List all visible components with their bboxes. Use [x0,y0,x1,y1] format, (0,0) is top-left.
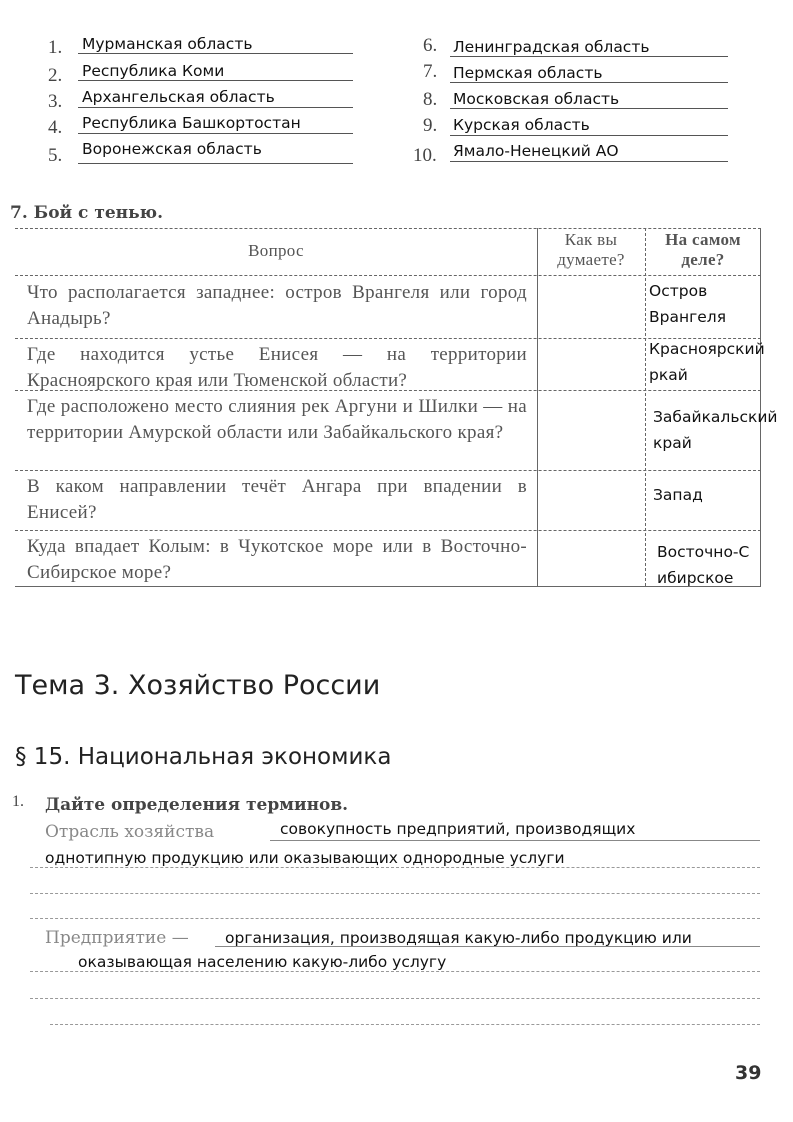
region-answer: Ленинградская область [453,38,650,56]
section-title: § 15. Национальная экономика [15,744,392,770]
item-number: 1. [48,37,63,58]
item-number: 5. [48,145,63,166]
table-answer[interactable]: Забайкальский край [653,408,778,452]
definition-answer[interactable]: однотипную продукцию или оказывающих однородные услуги [45,849,565,867]
table-answer[interactable]: Запад [653,486,703,504]
page-number: 39 [735,1062,762,1084]
region-answer: Мурманская область [82,35,253,53]
table-question: Где расположено место слияния рек Аргуни и Шилки — на территории Амурской области или Забайкальского края? [27,396,527,443]
region-answer: Курская область [453,116,590,134]
header-question: Вопрос [248,241,304,260]
region-answer: Архангельская область [82,88,275,106]
item-number: 8. [423,89,438,110]
task-number: 1. [12,793,24,810]
table-answer[interactable]: Восточно-Сибирское [657,543,750,587]
region-answer: Ямало-Ненецкий АО [453,142,619,160]
definition-answer[interactable]: организация, производящая какую-либо продукцию или [225,929,692,947]
item-number: 2. [48,65,63,86]
shadow-table [15,228,778,587]
term-label: Отрасль хозяйства [45,822,215,842]
header-think: Как вы думаете? [557,230,625,269]
item-number: 4. [48,117,63,138]
table-question: Где находится устье Енисея — на территории Красноярского края или Тюменской области? [27,344,527,391]
table-answer[interactable]: Красноярский ркай [649,340,765,384]
item-number: 9. [423,115,438,136]
item-number: 7. [423,61,438,82]
table-answer[interactable]: Остров Врангеля [649,282,727,326]
definition-answer[interactable]: оказывающая населению какую-либо услугу [78,953,447,971]
region-answer: Республика Коми [82,62,225,80]
task-title: 7. Бой с тенью. [10,203,164,223]
definition-answer[interactable]: совокупность предприятий, производящих [280,820,636,838]
header-actual: На самом деле? [665,230,741,269]
item-number: 6. [423,35,438,56]
region-list [0,35,793,185]
region-answer: Московская область [453,90,620,108]
task-title: Дайте определения терминов. [45,795,349,815]
region-answer: Воронежская область [82,140,262,158]
table-question: Что располагается западнее: остров Врангеля или город Анадырь? [27,282,527,329]
term-label: Предприятие — [45,928,189,948]
region-answer: Пермская область [453,64,603,82]
table-question: В каком направлении течёт Ангара при впадении в Енисей? [27,476,527,523]
item-number: 10. [413,145,437,166]
region-answer: Республика Башкортостан [82,114,301,132]
item-number: 3. [48,91,63,112]
theme-title: Тема 3. Хозяйство России [15,670,381,701]
table-question: Куда впадает Колым: в Чукотское море или в Восточно-Сибирское море? [27,536,527,583]
